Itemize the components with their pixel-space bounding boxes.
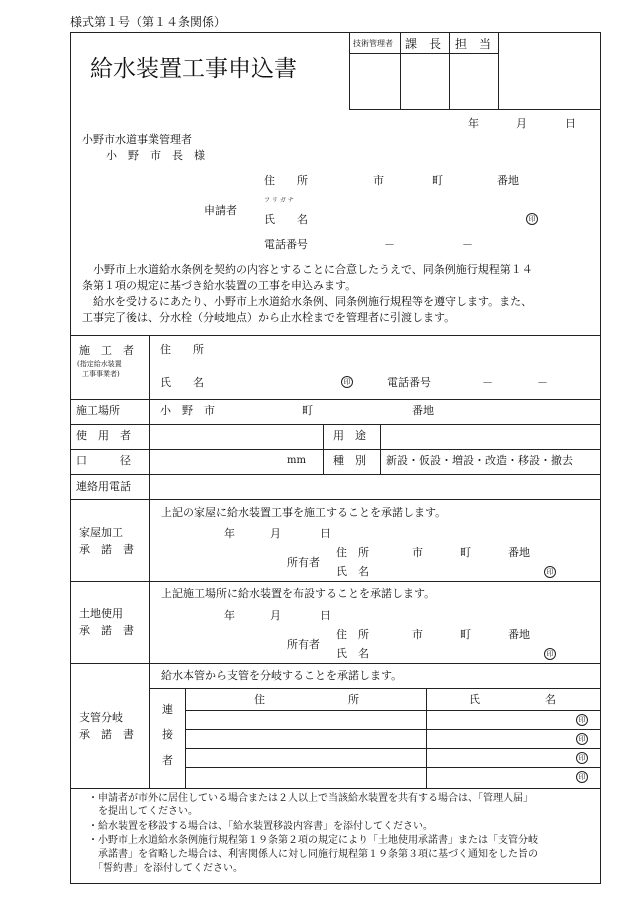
- land-consent-text: 上記施工場所に給水装置を布設することを承諾します。: [161, 587, 436, 600]
- house-date-month: 月: [270, 527, 281, 540]
- applicant-seal-icon: 印: [526, 213, 538, 225]
- contractor-phone-label: 電話番号: [387, 376, 431, 389]
- land-owner-label: 所有者: [287, 638, 320, 651]
- type-options: 新設・仮設・増設・改造・移設・撤去: [386, 454, 573, 467]
- applicant-phone-dash-1: －: [384, 238, 395, 251]
- house-owner-city: 市: [412, 546, 423, 559]
- note-line-5: 承諾書」を省略した場合は、利害関係人に対し同施行規程第１９条第３項に基づく通知をした旨の: [88, 849, 538, 860]
- connector-label-1: 連: [162, 703, 173, 716]
- connector-name-header-1: 氏: [469, 693, 480, 706]
- section-chief-label: 課 長: [405, 37, 442, 51]
- applicant-furigana-label: フ リ ガ ナ: [264, 197, 294, 204]
- house-owner-town: 町: [460, 546, 471, 559]
- connector-address-header-1: 住: [254, 693, 265, 706]
- note-line-2: を提出してください。: [88, 806, 198, 817]
- house-consent-label-1: 家屋加工: [79, 526, 123, 539]
- date-year: 年: [468, 117, 479, 130]
- applicant-address-label: 住 所: [264, 174, 308, 187]
- applicant-label: 申請者: [204, 204, 237, 217]
- contact-phone-label: 連絡用電話: [76, 480, 131, 493]
- site-label: 施工場所: [76, 404, 120, 417]
- addressee-name: 小 野 市 長 様: [106, 149, 205, 162]
- contractor-sub-1: (指定給水装置: [77, 360, 122, 368]
- connector-seal-icon-1: 印: [576, 714, 588, 726]
- applicant-city: 市: [373, 174, 384, 187]
- contractor-label: 施 工 者: [79, 344, 134, 357]
- contractor-phone-dash-1: －: [482, 376, 493, 389]
- type-label: 種 別: [333, 454, 366, 467]
- land-owner-address-label: 住 所: [336, 628, 369, 641]
- intro-line-4: 工事完了後は、分水栓（分岐地点）から止水栓までを管理者に引渡します。: [82, 311, 456, 324]
- connector-address-header-2: 所: [348, 693, 359, 706]
- house-owner-seal-icon: 印: [544, 566, 556, 578]
- applicant-banchi: 番地: [497, 174, 519, 187]
- contractor-sub-2: 工事事業者): [82, 370, 120, 378]
- contractor-name-label: 氏 名: [160, 376, 204, 389]
- land-date-month: 月: [270, 609, 281, 622]
- land-date-year: 年: [224, 609, 235, 622]
- caliber-unit: mm: [287, 455, 306, 466]
- house-consent-text: 上記の家屋に給水装置工事を施工することを承諾します。: [161, 506, 447, 519]
- applicant-name-label: 氏 名: [264, 213, 308, 226]
- land-date-day: 日: [320, 609, 331, 622]
- note-line-4: ・小野市上水道給水条例施行規程第１９条第２項の規定により「土地使用承諾書」または「支管分岐: [88, 835, 538, 846]
- site-banchi: 番地: [412, 404, 434, 417]
- date-day: 日: [565, 117, 576, 130]
- note-line-1: ・申請者が市外に居住している場合または２人以上で当該給水装置を共有する場合は、「管理人届」: [88, 793, 533, 804]
- date-month: 月: [516, 117, 527, 130]
- applicant-phone-dash-2: －: [462, 238, 473, 251]
- purpose-label: 用 途: [333, 429, 366, 442]
- connector-seal-icon-3: 印: [576, 752, 588, 764]
- land-owner-banchi: 番地: [508, 628, 530, 641]
- note-line-6: 「誓約書」を添付してください。: [88, 863, 243, 874]
- house-owner-label: 所有者: [287, 556, 320, 569]
- form-number: 様式第１号（第１４条関係）: [70, 15, 227, 29]
- house-owner-address-label: 住 所: [336, 546, 369, 559]
- caliber-label: 口 径: [76, 454, 131, 467]
- connector-label-2: 接: [162, 728, 173, 741]
- user-label: 使 用 者: [76, 429, 131, 442]
- house-consent-label-2: 承 諾 書: [79, 543, 134, 556]
- site-city: 小 野 市: [160, 404, 215, 417]
- connector-label-3: 者: [162, 754, 173, 767]
- addressee-org: 小野市水道事業管理者: [82, 133, 192, 146]
- form-title: 給水装置工事申込書: [90, 56, 297, 82]
- intro-line-2: 条第１項の規定に基づき給水装置の工事を申込みます。: [82, 279, 357, 292]
- connector-seal-icon-4: 印: [576, 771, 588, 783]
- house-owner-name-label: 氏 名: [336, 565, 369, 578]
- land-owner-town: 町: [460, 628, 471, 641]
- land-owner-name-label: 氏 名: [336, 647, 369, 660]
- house-owner-banchi: 番地: [508, 546, 530, 559]
- connector-name-header-2: 名: [545, 693, 556, 706]
- tech-manager-label: 技術管理者: [353, 39, 393, 48]
- house-date-day: 日: [320, 527, 331, 540]
- branch-consent-label-2: 承 諾 書: [79, 728, 134, 741]
- branch-consent-text: 給水本管から支管を分岐することを承諾します。: [161, 669, 403, 682]
- land-consent-label-2: 承 諾 書: [79, 624, 134, 637]
- intro-line-3: 給水を受けるにあたり、小野市上水道給水条例、同条例施行規程等を遵守します。また、: [82, 295, 533, 308]
- intro-line-1: 小野市上水道給水条例を契約の内容とすることに合意したうえで、同条例施行規程第１４: [82, 263, 533, 276]
- land-owner-seal-icon: 印: [544, 648, 556, 660]
- contractor-seal-icon: 印: [341, 376, 353, 388]
- applicant-phone-label: 電話番号: [264, 238, 308, 251]
- note-line-3: ・給水装置を移設する場合は、「給水装置移設内容書」を添付してください。: [88, 821, 433, 832]
- contractor-phone-dash-2: －: [537, 376, 548, 389]
- branch-consent-label-1: 支管分岐: [79, 711, 123, 724]
- in-charge-label: 担 当: [455, 37, 492, 51]
- applicant-town: 町: [432, 174, 443, 187]
- contractor-address-label: 住 所: [160, 343, 204, 356]
- connector-seal-icon-2: 印: [576, 733, 588, 745]
- house-date-year: 年: [224, 527, 235, 540]
- land-consent-label-1: 土地使用: [79, 607, 123, 620]
- land-owner-city: 市: [412, 628, 423, 641]
- site-town: 町: [302, 404, 313, 417]
